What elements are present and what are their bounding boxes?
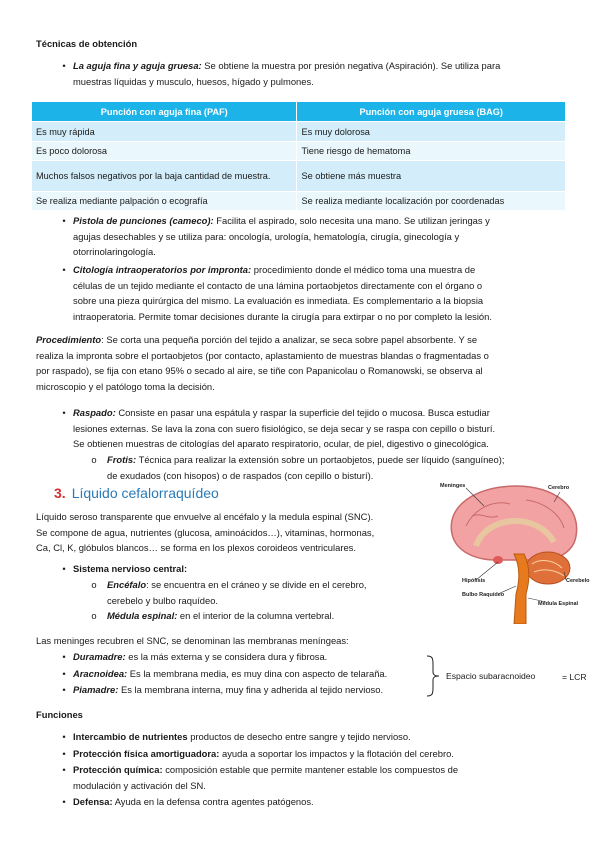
bullet-aracnoidea [58,666,428,682]
frotis-text: Técnica para realizar la extensión sobre un portaobjetos, puede ser líquido (sanguíneo); [136,454,505,465]
bullet-circle: o [91,610,97,621]
procedimiento-paragraph [36,332,564,394]
bullet-piamadre [58,682,428,698]
brain-label-cerebro: Cerebro [548,485,570,491]
bullet-dot: • [62,684,66,695]
citologia-label: Citología intraoperatorios por impronta: [73,264,252,275]
funciones-heading: Funciones [36,709,83,720]
pistola-text: agujas desechables y se utiliza para: oncología, urología, hematología, cirugía, ginecología y [73,230,460,242]
duramadre-label: Duramadre: [73,651,126,662]
bullet-citologia [58,262,564,324]
bullet-dot: • [62,60,66,71]
lcr-equals-label: = LCR [562,672,587,682]
procedimiento-text: : Se corta una pequeña porción del tejido a analizar, se seca sobre papel absorbente. Y se [101,334,478,345]
bullet-dot: • [62,668,66,679]
citologia-text: sobre una pieza quirúrgica del mismo. La evaluación es inmediata. Es complementario a la biopsia [73,295,484,307]
bullet-dot: • [62,563,66,574]
bullet-duramadre [58,649,428,665]
bullet-pistola [58,213,564,260]
pistola-text: otorrinolaringología. [73,246,156,258]
bullet-snc [58,561,438,577]
table-cell: Es muy dolorosa [297,122,566,142]
aguja-label: La aguja fina y aguja gruesa: [73,60,202,71]
table-cell: Es muy rápida [32,122,297,142]
bullet-funcion [58,762,564,793]
bullet-dot: • [62,651,66,662]
aguja-text-2: muestras líquidas y musculo, huesos, hígado y pulmones. [73,75,314,87]
snc-label: Sistema nervioso central: [73,563,188,574]
bullet-encefalo [88,577,438,608]
table-header-row [32,102,566,122]
bullet-dot: • [62,215,66,226]
aracnoidea-label: Aracnoidea: [73,668,128,679]
meninges-intro: Las meninges recubren el SNC, se denominan las membranas meníngeas: [36,635,349,646]
citologia-text: procedimiento donde el médico toma una muestra de [251,264,476,275]
encefalo-label: Encéfalo [107,579,147,590]
bullet-dot: • [62,764,66,775]
brain-label-medula: Médula Espinal [538,601,579,607]
duramadre-text: es la más externa y se considera dura y fibrosa. [125,651,328,662]
bullet-dot: • [62,407,66,418]
citologia-text: células de un tejido mediante el contacto de una lámina portaobjetos directamente con el órgano o [73,279,483,291]
medula-text: en el interior de la columna vertebral. [177,610,335,621]
procedimiento-text: realiza la impronta sobre el portaobjetos (por contacto, aplastamiento de muestras blandas o fragmentadas o [36,349,489,361]
funcion-text: modulación y activación del SN. [73,779,206,791]
table-header-cell: Punción con aguja fina (PAF) [32,102,297,122]
bullet-dot: • [62,796,66,807]
funcion-label: Defensa: [73,796,113,807]
funcion-label: Intercambio de nutrientes [73,731,188,742]
citologia-text: intraoperatoria. Permite tomar decisiones durante la cirugía para extirpar o no por completo la lesión. [73,310,492,322]
bullet-aguja [58,58,564,89]
piamadre-label: Piamadre: [73,684,119,695]
table-row [32,161,566,192]
section-title [54,484,219,502]
espacio-subaracnoideo-label: Espacio subaracnoideo [446,671,536,681]
lcr-intro-text: Se compone de agua, nutrientes (glucosa, aminoácidos…), vitaminas, hormonas, [36,526,375,538]
tecnicas-heading: Técnicas de obtención [36,38,138,49]
table-cell: Muchos falsos negativos por la baja cantidad de muestra. [32,161,297,192]
raspado-label: Raspado: [73,407,116,418]
frotis-label: Frotis: [107,454,137,465]
procedimiento-text: microscopio y el patólogo toma la decisión. [36,380,215,392]
bullet-dot: • [62,731,66,742]
bullet-circle: o [91,579,97,590]
bullet-raspado [58,405,564,452]
brain-label-cerebelo: Cerebelo [566,578,590,584]
table-row [32,142,566,161]
funcion-text: Ayuda en la defensa contra agentes patógenos. [112,796,314,807]
lcr-intro-text: Ca, Cl, K, glóbulos blancos… se forma en los plexos coroideos ventriculares. [36,542,356,554]
brain-diagram [436,476,593,624]
pistola-label: Pistola de punciones (cameco): [73,215,214,226]
comparison-table [31,101,566,211]
encefalo-text: cerebelo y bulbo raquídeo. [107,594,219,606]
table-row [32,192,566,211]
medula-label: Médula espinal: [107,610,178,621]
brain-label-hipofisis: Hipófisis [462,578,486,584]
raspado-text: Se obtienen muestras de citologías del aparato respiratorio, ocular, de piel, digestivo o ginecológica. [73,438,489,450]
table-cell: Es poco dolorosa [32,142,297,161]
bullet-dot: • [62,264,66,275]
table-row [32,122,566,142]
bullet-funcion [58,746,564,762]
pistola-text: Facilita el aspirado, solo necesita una mano. Se utilizan jeringas y [213,215,490,226]
table-cell: Se realiza mediante localización por coordenadas [297,192,566,211]
frotis-text: de exudados (con hisopos) o de raspados (con cepillo o bisturí). [107,469,374,481]
table-cell: Se obtiene más muestra [297,161,566,192]
bullet-circle: o [91,454,97,465]
aguja-text: Se obtiene la muestra por presión negativa (Aspiración). Se utiliza para [201,60,501,71]
bullet-medula [88,608,438,624]
lcr-intro-paragraph [36,509,426,556]
table-cell: Se realiza mediante palpación o ecografía [32,192,297,211]
funcion-text: productos de desecho entre sangre y tejido nervioso. [187,731,411,742]
procedimiento-text: por raspado), se fija con etano 95% o secado al aire, se tiñe con Papanicolau o Romanowski, se observa al [36,365,483,377]
section-title-text: Líquido cefalorraquídeo [71,485,219,501]
funcion-text: ayuda a soportar los impactos y la flotación del cerebro. [219,748,454,759]
procedimiento-label: Procedimiento [36,334,102,345]
bullet-funcion [58,729,564,745]
table-cell: Tiene riesgo de hematoma [297,142,566,161]
funcion-label: Protección física amortiguadora: [73,748,220,759]
curly-brace-icon [425,655,443,697]
bullet-funcion [58,794,564,810]
section-number: 3. [54,485,66,501]
funcion-text: composición estable que permite mantener estable los compuestos de [162,764,459,775]
lcr-intro-text: Líquido seroso transparente que envuelve al encéfalo y la medula espinal (SNC). [36,511,374,522]
aracnoidea-text: Es la membrana media, es muy dina con aspecto de telaraña. [127,668,388,679]
piamadre-text: Es la membrana interna, muy fina y adherida al tejido nervioso. [118,684,384,695]
bullet-dot: • [62,748,66,759]
funcion-label: Protección química: [73,764,163,775]
encefalo-text: : se encuentra en el cráneo y se divide en el cerebro, [146,579,367,590]
brain-label-meninges: Meninges [440,483,466,489]
table-header-cell: Punción con aguja gruesa (BAG) [297,102,566,122]
brain-label-bulbo: Bulbo Raquídeo [462,592,505,598]
raspado-text: lesiones externas. Se lava la zona con suero fisiológico, se deja secar y se raspa con cepillo o bisturí. [73,422,496,434]
raspado-text: Consiste en pasar una espátula y raspar la superficie del tejido o mucosa. Busca estudiar [115,407,490,418]
